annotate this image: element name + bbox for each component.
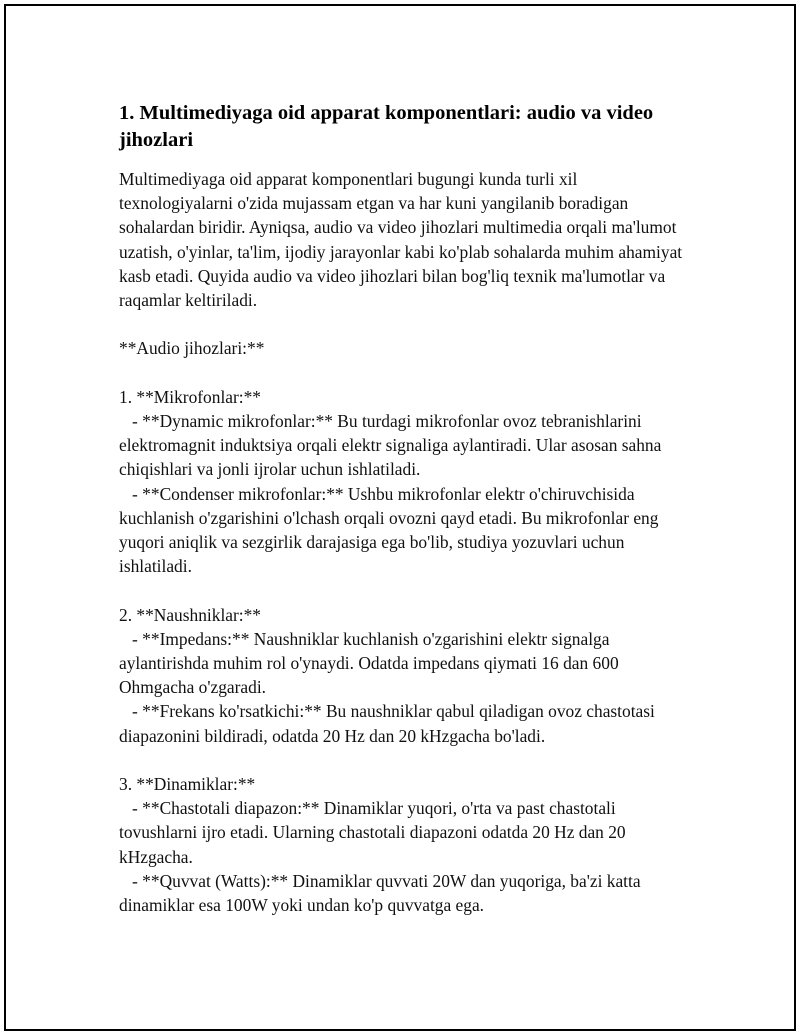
document-title: 1. Multimediyaga oid apparat komponentlari: audio va video jihozlari [119,102,654,151]
document-body: Multimediyaga oid apparat komponentlari bugungi kunda turli xil texnologiyalarni o'zida mujassam etgan va har kuni yangilanib boradigan sohalardan biridir. Ayniqsa, audio va video jihozlari multimedia orqali ma'lumot uzatish, o'yinlar, ta'lim, ijodiy jarayonlar kabi ko'plab sohalarda muhim ahamiyat kasb etadi. Quyida audio va video jihozlari bilan bog'liq texnik ma'lumotlar va raqamlar keltiriladi. **Audio jihozlari:** 1. **Mikrofonlar:** - **Dynamic mikrofonlar:** Bu turdagi mikrofonlar ovoz tebranishlarini elektromagnit induktsiya orqali elektr signaliga aylantiradi. Ular asosan sahna chiqishlari va jonli ijrolar uchun ishlatiladi. - **Condenser mikrofonlar:** Ushbu mikrofonlar elektr o'chiruvchisida kuchlanish o'zgarishini o'lchash orqali ovozni qayd etadi. Bu mikrofonlar eng yuqori aniqlik va sezgirlik darajasiga ega bo'lib, studiya yozuvlari uchun ishlatiladi. 2. **Naushniklar:** - **Impedans:** Naushniklar kuchlanish o'zgarishini elektr signalga aylantirishda muhim rol o'ynaydi. Odatda impedans qiymati 16 dan 600 Ohmgacha o'zgaradi. - **Frekans ko'rsatkichi:** Bu naushniklar qabul qiladigan ovoz chastotasi diapazonini bildiradi, odatda 20 Hz dan 20 kHzgacha bo'ladi. 3. **Dinamiklar:** - **Chastotali diapazon:** Dinamiklar yuqori, o'rta va past chastotali tovushlarni ijro etadi. Ularning chastotali diapazoni odatda 20 Hz dan 20 kHzgacha. - **Quvvat (Watts):** Dinamiklar quvvati 20W dan yuqoriga, ba'zi katta dinamiklar esa 100W yoki undan ko'p quvvatga ega. [119,169,683,916]
page-frame [4,4,796,1031]
document-content [119,100,694,917]
